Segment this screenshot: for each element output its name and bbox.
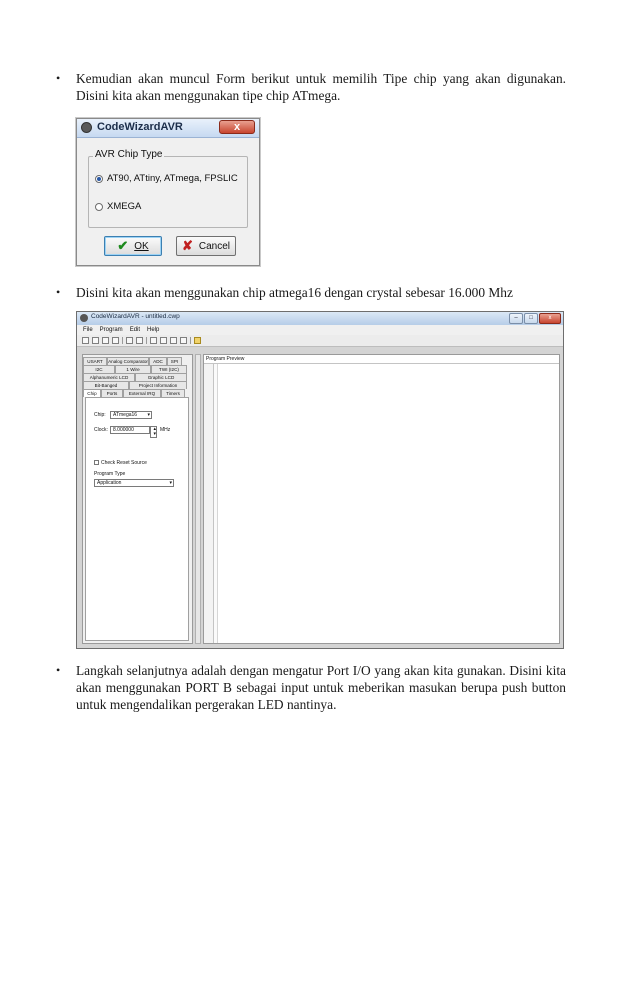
dialog-title: CodeWizardAVR [97, 121, 183, 133]
menu-file[interactable]: File [83, 327, 93, 333]
codewizard-main-window [76, 311, 564, 649]
close-button[interactable]: x [219, 120, 255, 134]
app-icon [81, 122, 92, 133]
chip-value: ATmega16 [113, 412, 138, 418]
window-title: CodeWizardAVR - untitled.cwp [91, 313, 180, 320]
cross-icon: ✘ [181, 238, 193, 253]
maximize-button[interactable]: □ [524, 313, 538, 324]
tab-row-2 [83, 365, 187, 373]
tab-analog-comparator[interactable]: Analog Comparator [108, 359, 148, 364]
radio-selected-icon [95, 175, 103, 183]
tab-timers[interactable]: Timers [161, 389, 185, 397]
chevron-down-icon: ▾ [169, 480, 172, 486]
clock-label: Clock: [94, 427, 108, 433]
tab-row-5 [83, 389, 185, 397]
tab-adc[interactable]: ADC [149, 357, 167, 365]
group-label: AVR Chip Type [95, 149, 163, 160]
chip-tab-panel [85, 397, 189, 641]
save-as-icon[interactable] [112, 337, 119, 344]
cut-icon[interactable] [150, 337, 157, 344]
ok-button[interactable] [104, 236, 162, 256]
checkmark-icon: ✔ [117, 238, 129, 253]
save-icon[interactable] [102, 337, 109, 344]
app-icon [80, 314, 88, 322]
tab-chip[interactable]: Chip [83, 389, 101, 397]
spinner-up-icon: ▴ [153, 426, 156, 432]
help-icon[interactable] [194, 337, 201, 344]
tab-spi[interactable]: SPI [167, 357, 182, 365]
tab-1-wire[interactable]: 1 Wire [115, 365, 151, 373]
chip-type-group [88, 156, 248, 228]
tab-project-information[interactable]: Project Information [129, 381, 187, 389]
check-reset-label: Check Reset Source [101, 460, 147, 466]
spinner-down-icon: ▾ [153, 431, 156, 437]
paste-icon[interactable] [170, 337, 177, 344]
ok-label: OK [134, 240, 149, 252]
line-gutter [204, 364, 214, 643]
settings-panel [82, 354, 193, 644]
tab-row-4 [83, 381, 187, 389]
radio-avr[interactable] [95, 173, 238, 184]
radio-label: XMEGA [107, 201, 142, 212]
codewizard-chip-type-dialog [76, 118, 260, 266]
vertical-splitter[interactable] [195, 354, 201, 644]
program-type-value: Application [97, 480, 122, 486]
clock-input[interactable] [110, 426, 150, 434]
tab-row-1 [83, 357, 182, 365]
paragraph-text: Kemudian akan muncul Form berikut untuk memilih Tipe chip yang akan digunakan. Disini kita akan menggunakan tipe chip ATmega. [76, 71, 566, 103]
toolbar-separator [190, 337, 191, 344]
window-title-bar [77, 312, 563, 325]
radio-xmega[interactable] [95, 201, 141, 212]
divider [204, 363, 559, 364]
window-controls [509, 313, 561, 324]
close-button[interactable]: x [539, 313, 561, 324]
clock-spinner[interactable] [150, 426, 157, 438]
cancel-button[interactable] [176, 236, 236, 256]
copy-icon[interactable] [160, 337, 167, 344]
paragraph-3 [56, 662, 566, 713]
bullet: • [56, 71, 61, 85]
check-reset-checkbox[interactable] [94, 460, 99, 465]
marker-gutter [214, 364, 218, 643]
toolbar [77, 335, 563, 347]
clock-unit: MHz [160, 427, 171, 433]
paragraph-2 [56, 284, 566, 301]
menu-bar [77, 325, 563, 335]
program-preview-label: Program Preview [206, 356, 245, 362]
dialog-title-bar [77, 119, 259, 138]
program-preview-pane [203, 354, 560, 644]
paragraph-1 [56, 70, 566, 104]
bullet: • [56, 663, 61, 677]
paragraph-text: Langkah selanjutnya adalah dengan mengatur Port I/O yang akan kita gunakan. Disini kita akan menggunakan PORT B sebagai input untuk meberikan masukan berupa push button untuk mengendalikan pergerakan LED nantinya. [76, 663, 566, 712]
new-icon[interactable] [82, 337, 89, 344]
menu-program[interactable]: Program [99, 327, 123, 333]
program-type-label: Program Type [94, 471, 126, 477]
gear-icon[interactable] [136, 337, 143, 344]
tab-external-irq[interactable]: External IRQ [123, 389, 161, 397]
tab-usart[interactable]: USART [83, 357, 107, 365]
print-icon[interactable] [126, 337, 133, 344]
chip-label: Chip: [94, 412, 106, 418]
clock-value: 8.000000 [113, 427, 134, 433]
toolbar-separator [122, 337, 123, 344]
menu-edit[interactable]: Edit [129, 327, 141, 333]
chip-select[interactable] [110, 411, 152, 419]
toolbar-separator [146, 337, 147, 344]
tab-alphanumeric-lcd[interactable]: Alphanumeric LCD [83, 373, 135, 381]
radio-label: AT90, ATtiny, ATmega, FPSLIC [107, 173, 238, 184]
menu-help[interactable]: Help [147, 327, 160, 333]
tab-twi[interactable]: TWI (I2C) [151, 365, 187, 373]
program-type-select[interactable] [94, 479, 174, 487]
tab-bit-banged[interactable]: Bit-Banged [83, 381, 129, 389]
bullet: • [56, 285, 61, 299]
cancel-label: Cancel [198, 240, 231, 252]
tab-ports[interactable]: Ports [101, 389, 123, 397]
minimize-button[interactable]: – [509, 313, 523, 324]
chevron-down-icon: ▾ [147, 412, 150, 418]
tab-graphic-lcd[interactable]: Graphic LCD [135, 373, 187, 381]
tab-row-3 [83, 373, 187, 381]
open-icon[interactable] [92, 337, 99, 344]
tab-i2c[interactable]: I2C [83, 365, 115, 373]
document-icon[interactable] [180, 337, 187, 344]
paragraph-text: Disini kita akan menggunakan chip atmega16 dengan crystal sebesar 16.000 Mhz [76, 285, 513, 300]
radio-unselected-icon [95, 203, 103, 211]
